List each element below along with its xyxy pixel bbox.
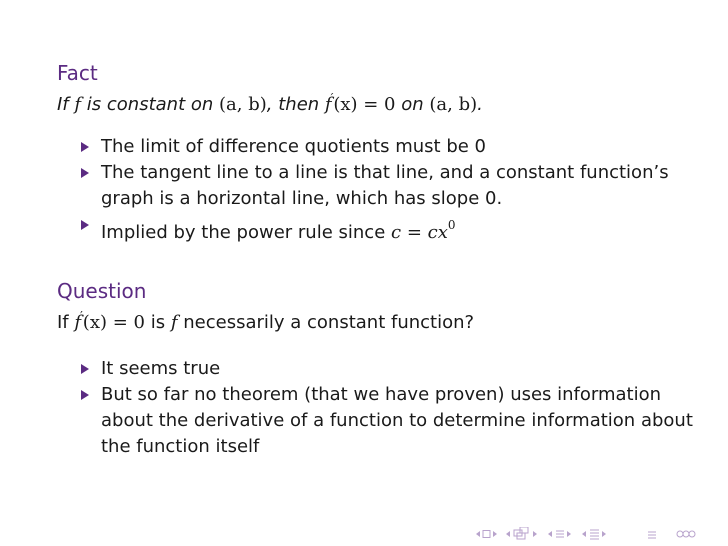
nav-section-icon[interactable] xyxy=(590,530,599,539)
bullet-triangle-icon xyxy=(81,220,89,230)
list-item: The tangent line to a line is that line, and a constant function’s graph is a horizontal line, which has slope 0. xyxy=(78,160,698,212)
nav-prev-frame-icon[interactable] xyxy=(506,531,510,537)
list-item: It seems true xyxy=(78,356,698,382)
nav-next-frame-icon[interactable] xyxy=(533,531,537,537)
fact-bullet-list xyxy=(78,134,698,246)
fact-statement: If f is constant on (a, b), then f′(x) = 0 on (a, b). xyxy=(57,91,483,115)
fact-title: Fact xyxy=(57,61,98,85)
fact-block xyxy=(57,61,704,118)
nav-next-section-icon[interactable] xyxy=(602,531,606,537)
bullet-triangle-icon xyxy=(81,168,89,178)
question-title: Question xyxy=(57,279,147,303)
nav-prev-subsection-icon[interactable] xyxy=(548,531,552,537)
nav-prev-slide-icon[interactable] xyxy=(476,531,490,538)
nav-prev-section-icon[interactable] xyxy=(582,531,586,537)
nav-frame-icon[interactable] xyxy=(514,527,528,539)
bullet-triangle-icon xyxy=(81,364,89,374)
question-bullet-list xyxy=(78,356,698,460)
list-item: Implied by the power rule since $c = cx^0$ xyxy=(78,212,698,246)
nav-align-icon[interactable] xyxy=(648,532,656,538)
question-block xyxy=(57,279,704,336)
nav-next-slide-icon[interactable] xyxy=(493,531,497,537)
nav-search-icon[interactable] xyxy=(677,531,695,537)
list-item: But so far no theorem (that we have proven) uses information about the derivative of a function to determine information about the function itself xyxy=(78,382,698,460)
beamer-navigation-bar xyxy=(472,527,712,541)
bullet-triangle-icon xyxy=(81,390,89,400)
nav-next-subsection-icon[interactable] xyxy=(567,531,571,537)
question-statement: If f′(x) = 0 is f necessarily a constant function? xyxy=(57,309,475,333)
list-item: The limit of difference quotients must be 0 xyxy=(78,134,698,160)
nav-subsection-icon[interactable] xyxy=(556,531,564,537)
bullet-triangle-icon xyxy=(81,142,89,152)
